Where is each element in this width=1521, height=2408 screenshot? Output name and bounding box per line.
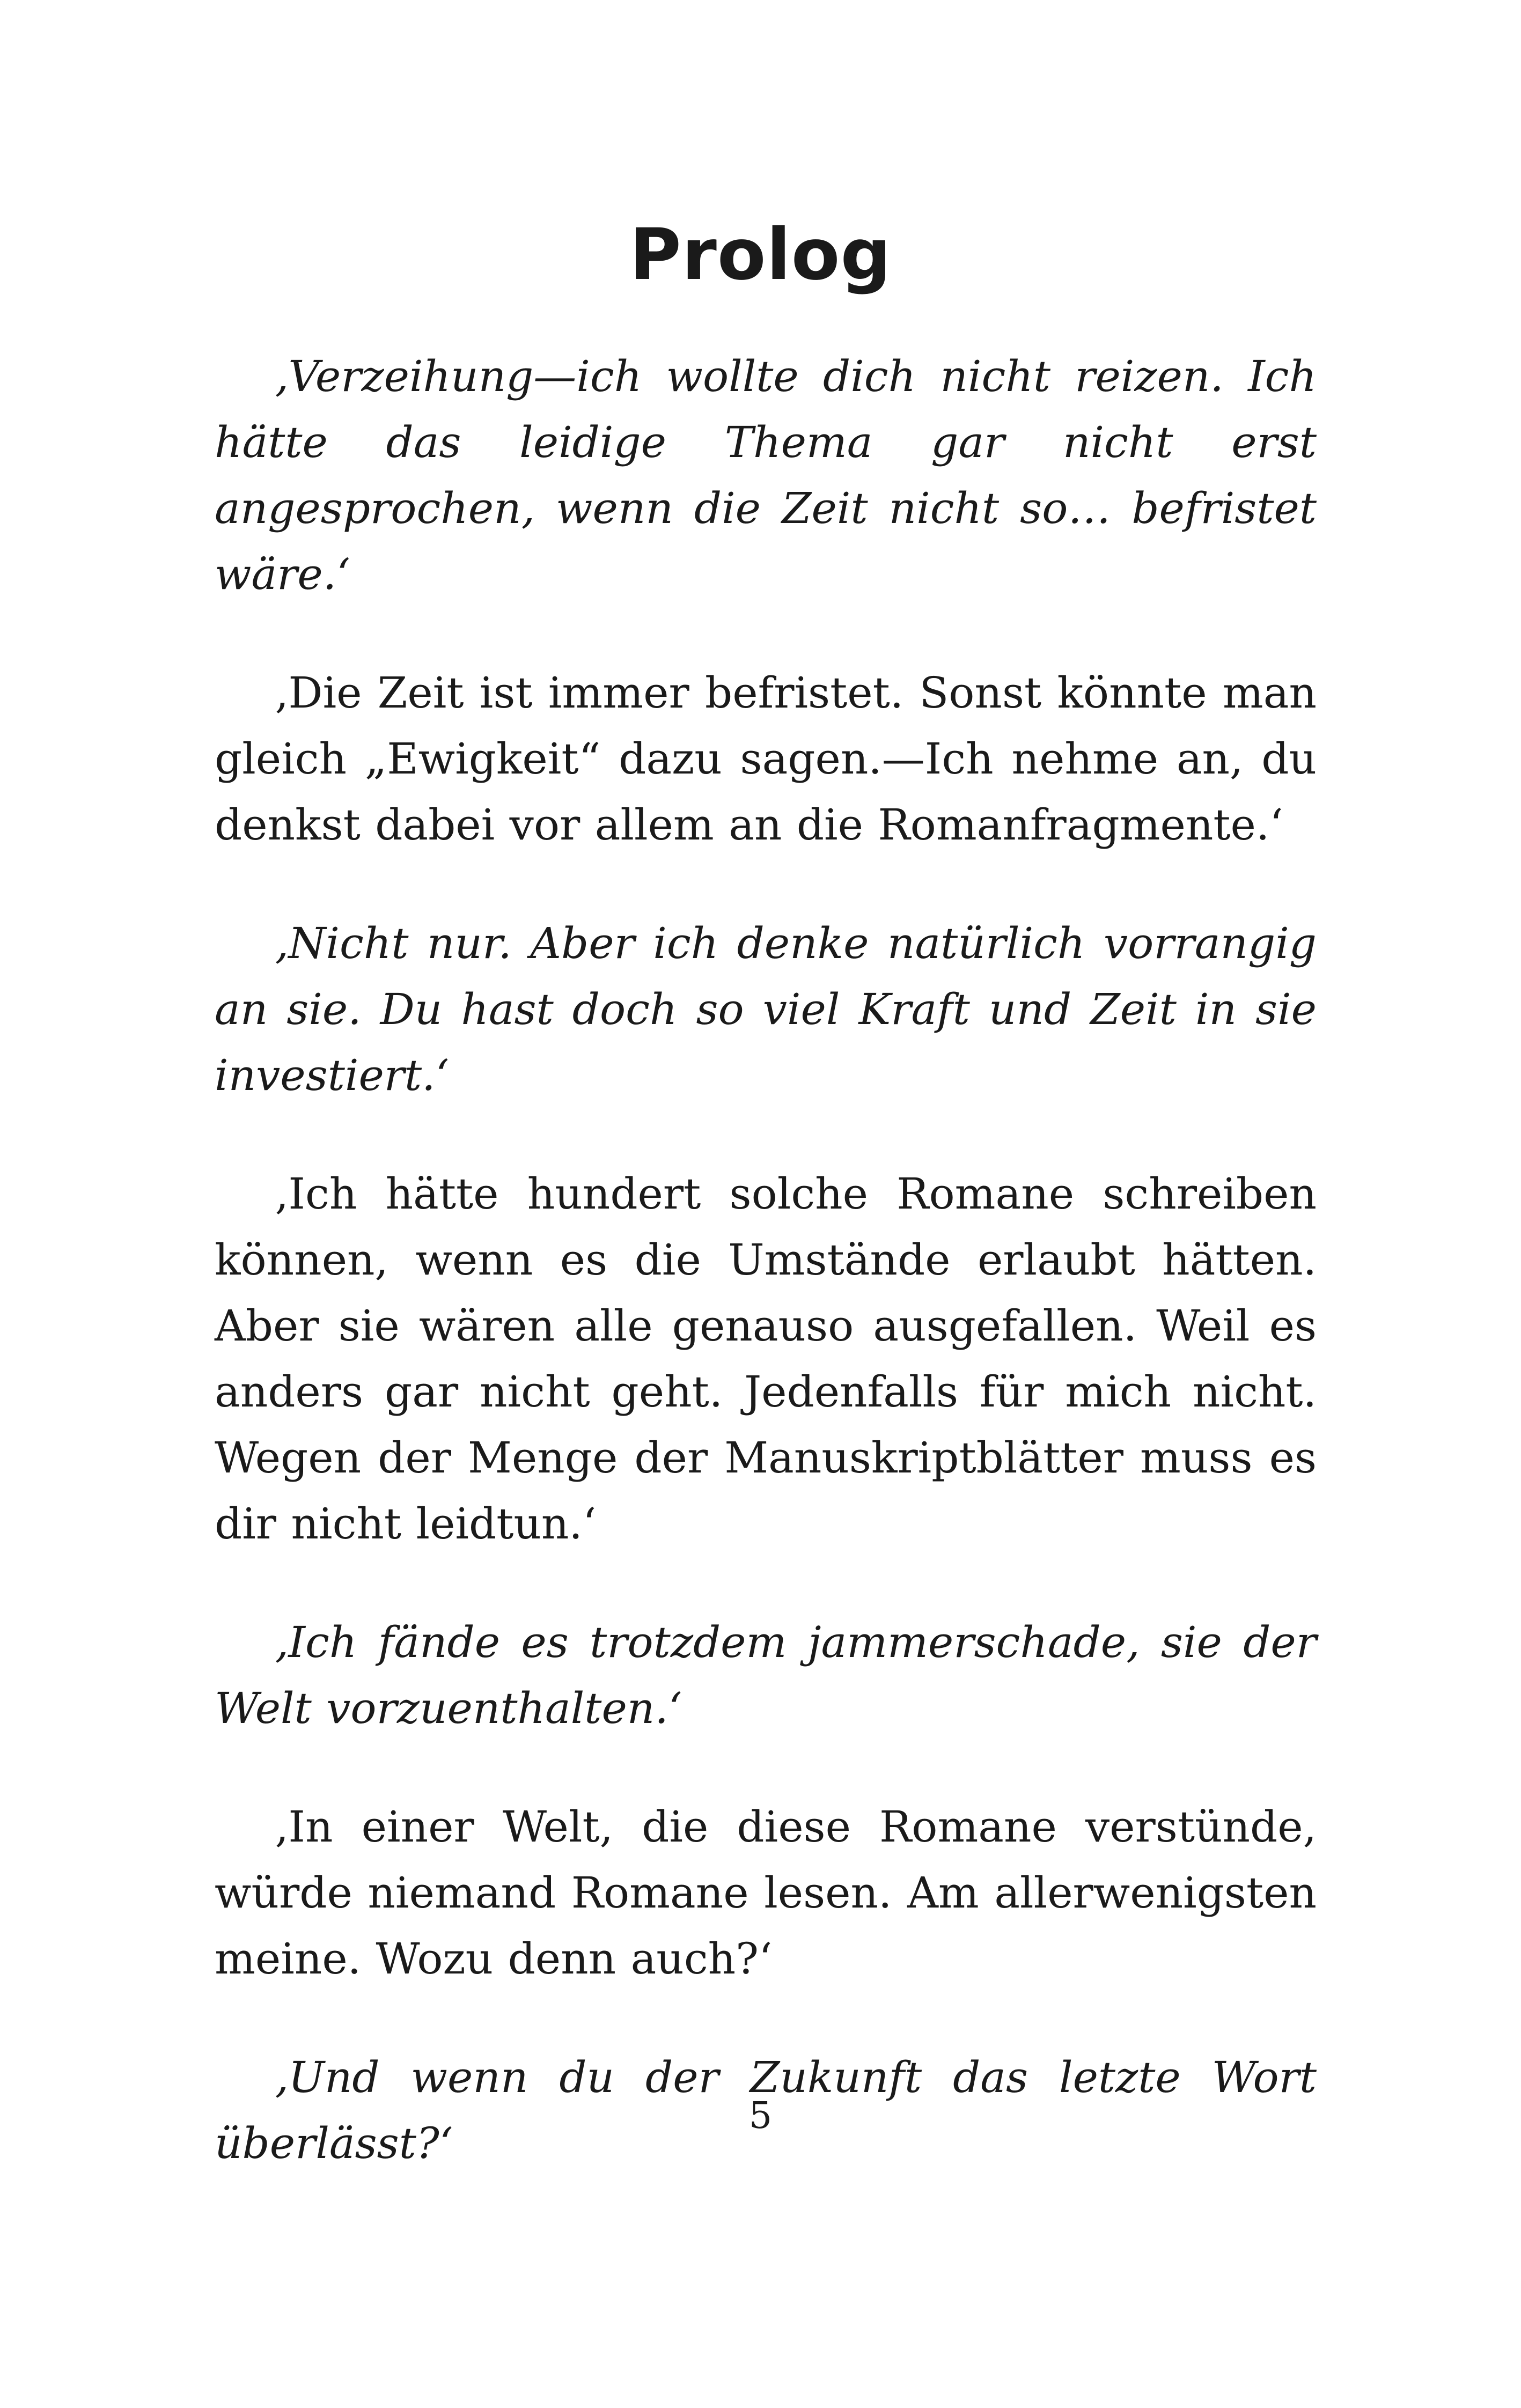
- dialogue-paragraph-5: ‚Ich fände es trotzdem jammerschade, sie der Welt vorzuenthalten.‘: [215, 1617, 1317, 1733]
- dialogue-paragraph-2: ‚Die Zeit ist immer befristet. Sonst könnte man gleich „Ewigkeit“ dazu sagen.—Ich nehme an, du denkst dabei vor allem an die Romanfragmente.‘: [215, 668, 1317, 850]
- dialogue-paragraph-3: ‚Nicht nur. Aber ich denke natürlich vorrangig an sie. Du hast doch so viel Kraft und Zeit in sie investiert.‘: [215, 918, 1317, 1100]
- prose-body: [215, 343, 1317, 2229]
- dialogue-paragraph-7: ‚Und wenn du der Zukunft das letzte Wort überlässt?‘: [215, 2052, 1317, 2168]
- page-number: 5: [748, 2095, 773, 2137]
- chapter-title: Prolog: [629, 213, 892, 296]
- dialogue-paragraph-4: ‚Ich hätte hundert solche Romane schreiben können, wenn es die Umstände erlaubt hätten. Aber sie wären alle genauso ausgefallen. Weil es anders gar nicht geht. Jedenfalls für mich nicht. Wegen der Menge der Manuskriptblätter muss es dir nicht leidtun.‘: [215, 1169, 1317, 1549]
- dialogue-paragraph-1: ‚Verzeihung—ich wollte dich nicht reizen. Ich hätte das leidige Thema gar nicht erst angesprochen, wenn die Zeit nicht so… befristet wäre.‘: [215, 351, 1317, 599]
- dialogue-paragraph-6: ‚In einer Welt, die diese Romane verstünde, würde niemand Romane lesen. Am allerwenigsten meine. Wozu denn auch?‘: [215, 1802, 1317, 1984]
